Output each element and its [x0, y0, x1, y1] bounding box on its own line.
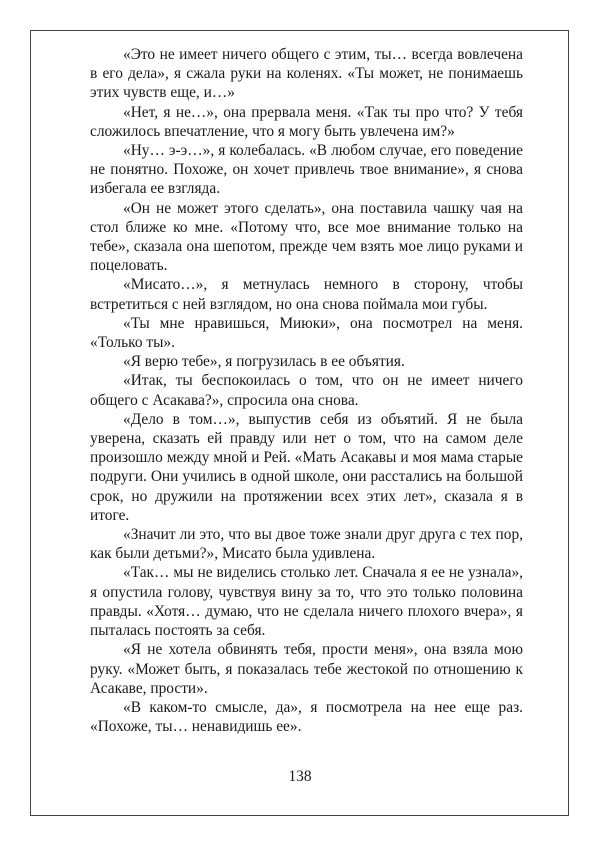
paragraph-6: «Ты мне нравишься, Миюки», она посмотрел на меня. «Только ты».: [90, 314, 523, 352]
body-text: [90, 45, 523, 736]
paragraph-2: «Нет, я не…», она прервала меня. «Так ты про что? У тебя сложилось впечатление, что я могу быть увлечена им?»: [90, 103, 523, 140]
paragraph-5: «Мисато…», я метнулась немного в сторону, чтобы встретиться с ней взглядом, но она снова поймала мои губы.: [90, 276, 523, 313]
paragraph-12: «Я не хотела обвинять тебя, прости меня», она взяла мою руку. «Может быть, я показалась тебе жестокой по отношению к Асакаве, прости».: [90, 641, 523, 697]
paragraph-8: «Итак, ты беспокоилась о том, что он не имеет ничего общего с Асакава?», спросила она снова.: [90, 372, 523, 409]
paragraph-9: «Дело в том…», выпустив себя из объятий. Я не была уверена, сказать ей правду или нет о том, что на самом деле произошло между мной и Рей. «Мать Асакавы и моя мама старые подруги. Они учились в одной школе, они расстались на большой срок, но дружили на протяжении всех этих лет», сказала я в итоге.: [90, 410, 523, 524]
paragraph-11: «Так… мы не виделись столько лет. Сначала я ее не узнала», я опустила голову, чувствуя вину за то, что это только половина правды. «Хотя… думаю, что не сделала ничего плохого вчера», я пыталась постоять за себя.: [90, 564, 523, 640]
paragraph-1: «Это не имеет ничего общего с этим, ты… всегда вовлечена в его дела», я сжала руки на коленях. «Ты может, не понимаешь этих чувств еще, и…»: [90, 46, 523, 102]
paragraph-3: «Ну… э-э…», я колебалась. «В любом случае, его поведение не понятно. Похоже, он хочет привлечь твое внимание», я снова избегала ее взгляда.: [90, 142, 523, 198]
paragraph-10: «Значит ли это, что вы двое тоже знали друг друга с тех пор, как были детьми?», Мисато была удивлена.: [90, 526, 523, 563]
paragraph-13: «В каком-то смысле, да», я посмотрела на нее еще раз. «Похоже, ты… ненавидишь ее».: [90, 698, 523, 736]
page-number: 138: [288, 768, 312, 785]
paragraph-4: «Он не может этого сделать», она поставила чашку чая на стол ближе ко мне. «Потому что, все мое внимание только на тебе», сказала она шепотом, прежде чем взять мое лицо руками и поцеловать.: [90, 199, 523, 275]
paragraph-7: «Я верю тебе», я погрузилась в ее объятия.: [123, 353, 405, 371]
